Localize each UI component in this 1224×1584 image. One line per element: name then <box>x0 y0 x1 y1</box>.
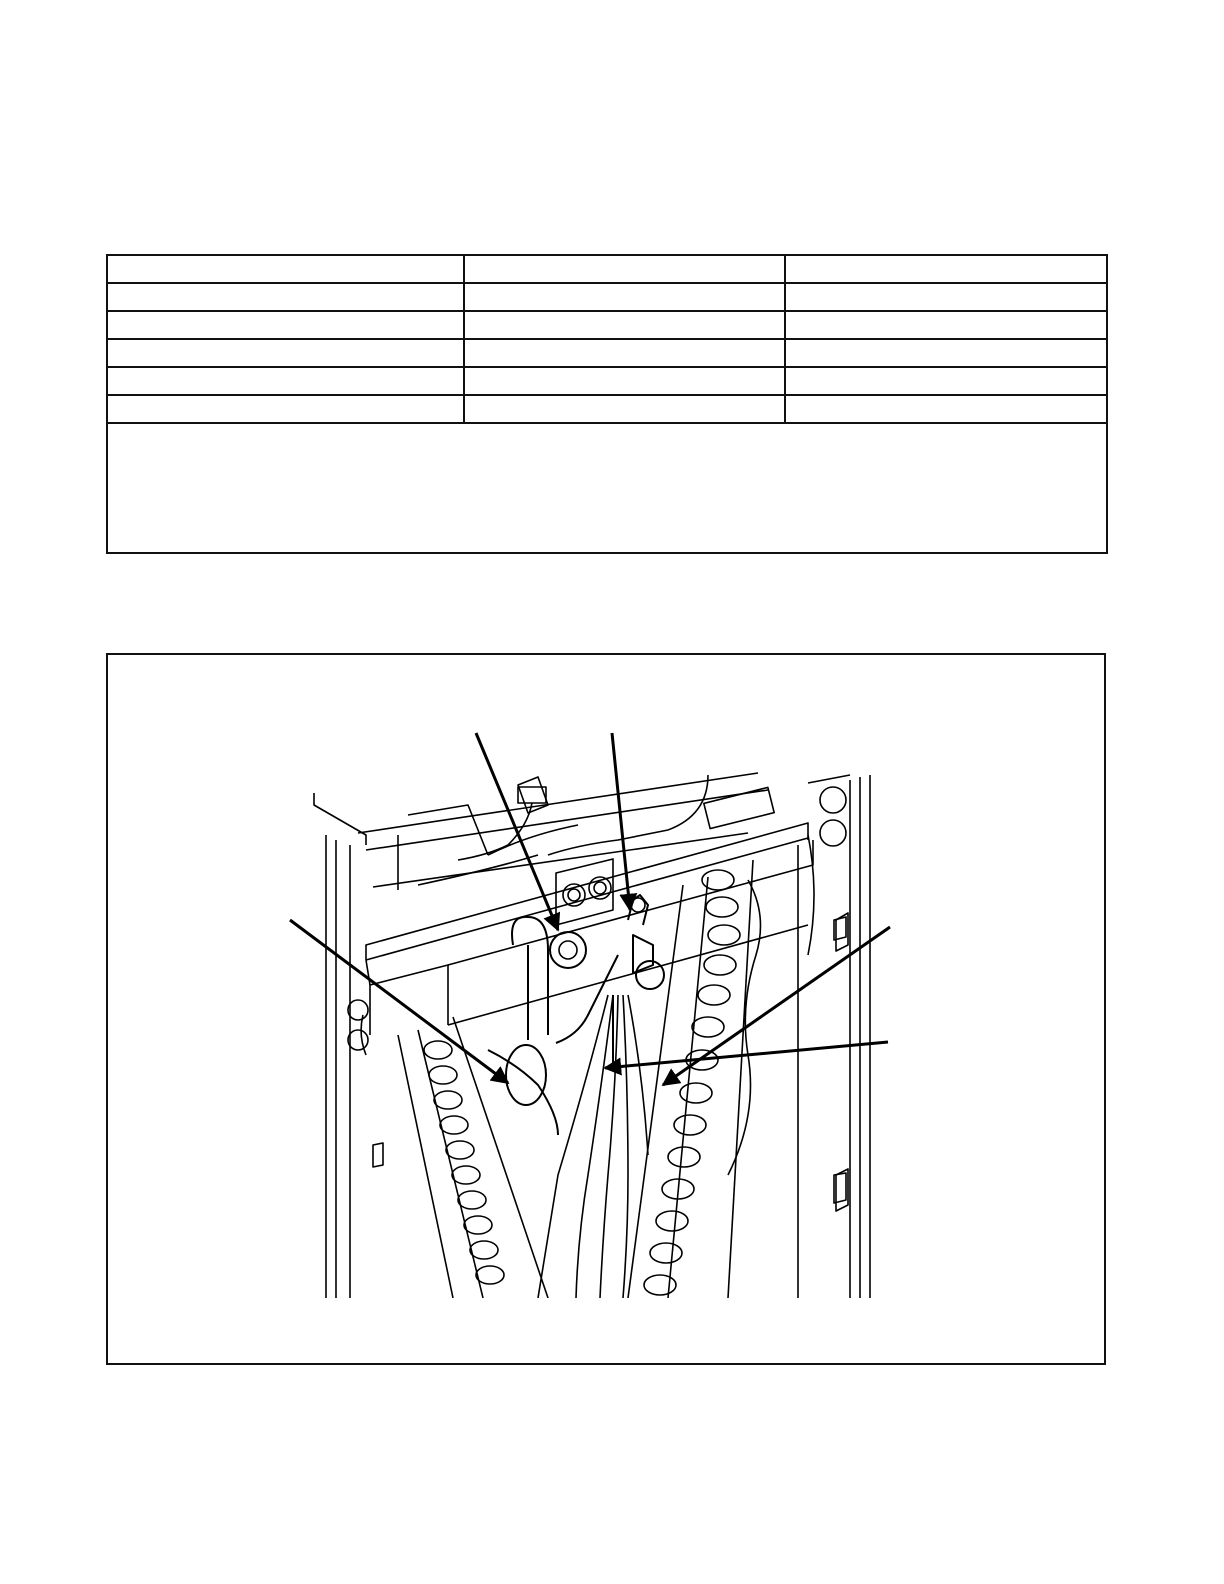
table-row <box>107 255 1107 283</box>
callout-2-arrow <box>612 733 630 910</box>
table-cell <box>785 395 1107 423</box>
table-cell <box>107 311 464 339</box>
table-cell <box>107 395 464 423</box>
table-cell <box>107 339 464 367</box>
table-cell <box>464 255 785 283</box>
evaporator-coil-illustration <box>108 655 1104 1363</box>
refrigerant-lines <box>488 895 664 1298</box>
table-cell <box>464 283 785 311</box>
table-notes-cell <box>107 423 1107 553</box>
table-row <box>107 395 1107 423</box>
table-row <box>107 283 1107 311</box>
table-cell <box>785 311 1107 339</box>
table-notes-row <box>107 423 1107 553</box>
wire-harness <box>418 775 708 885</box>
table-cell <box>464 395 785 423</box>
table-row <box>107 367 1107 395</box>
table-row <box>107 339 1107 367</box>
callout-3-arrow <box>290 920 508 1083</box>
table-cell <box>785 367 1107 395</box>
table-row <box>107 311 1107 339</box>
cabinet-left-post <box>314 793 366 1298</box>
table-cell <box>464 339 785 367</box>
table-cell <box>107 255 464 283</box>
table-cell <box>464 311 785 339</box>
table-cell <box>107 283 464 311</box>
spec-table <box>106 254 1108 554</box>
table-cell <box>464 367 785 395</box>
access-port <box>556 859 613 925</box>
cabinet-right-post <box>808 775 870 1298</box>
table-cell <box>785 283 1107 311</box>
figure-frame <box>106 653 1106 1365</box>
table-cell <box>785 339 1107 367</box>
callout-arrows <box>290 733 890 1085</box>
table-cell <box>107 367 464 395</box>
callout-4-arrow <box>663 927 890 1085</box>
table-cell <box>785 255 1107 283</box>
left-coil-slab <box>348 1000 548 1298</box>
